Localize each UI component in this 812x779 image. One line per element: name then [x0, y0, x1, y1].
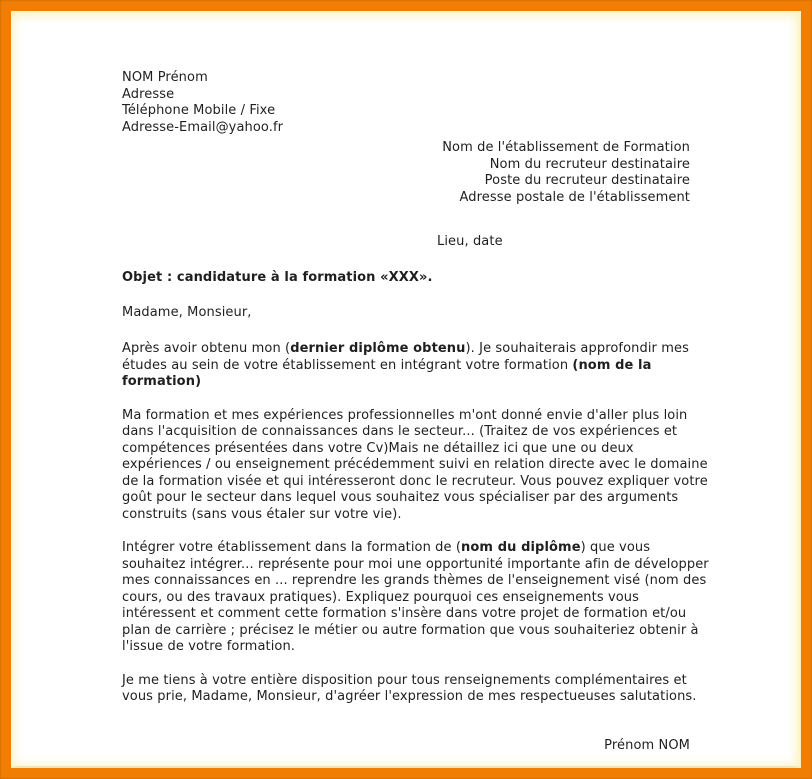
recipient-position: Poste du recruteur destinataire [484, 173, 690, 188]
sender-phone: Téléphone Mobile / Fixe [122, 103, 276, 118]
place-date-line: Lieu, date [437, 234, 503, 249]
sender-address: Adresse [122, 86, 175, 102]
sender-address-block [122, 70, 283, 136]
salutation: Madame, Monsieur, [122, 305, 252, 320]
letter-body [122, 341, 712, 723]
body-paragraph: Ma formation et mes expériences professionnelles m'ont donné envie d'aller plus loin dans l'acquisition de connaissances dans le secteur... (Traitez de vos expériences et compétences présentées dans votre Cv)Mais ne détaillez ici que une ou deux expériences / ou enseignement précédemment suivi en relation directe avec le domaine de la formation visée et qui intéresseront donc le recruteur. Vous pouvez expliquer votre goût pour le secteur dans lequel vous souhaitez vous spécialiser par des arguments construits (sans vous étaler sur votre vie). [122, 407, 708, 522]
sender-name: NOM Prénom [122, 70, 208, 85]
subject-line: Objet : candidature à la formation «XXX». [122, 270, 433, 285]
recipient-establishment: Nom de l'établissement de Formation [442, 140, 690, 155]
recipient-name: Nom du recruteur destinataire [489, 156, 690, 172]
sender-email: Adresse-Email@yahoo.fr [122, 119, 284, 135]
signature: Prénom NOM [604, 738, 690, 753]
recipient-postal-address: Adresse postale de l'établissement [459, 189, 690, 205]
recipient-address-block [442, 140, 690, 206]
letter-page [11, 11, 801, 768]
body-paragraph: Après avoir obtenu mon (dernier diplôme obtenu). Je souhaiterais approfondir mes études au sein de votre établissement en intégrant votre formation (nom de la formation) [122, 341, 689, 389]
body-paragraph: Je me tiens à votre entière disposition pour tous renseignements complémentaires et vous prie, Madame, Monsieur, d'agréer l'expression de mes respectueuses salutations. [122, 672, 697, 704]
body-paragraph: Intégrer votre établissement dans la formation de (nom du diplôme) que vous souhaitez intégrer... représente pour moi une opportunité importante afin de développer mes connaissances en ... reprendre les grands thèmes de l'enseignement visé (nom des cours, ou des travaux pratiques). Expliquez pourquoi ces enseignements vous intéressent et comment cette formation s'insère dans votre projet de formation et/ou plan de carrière ; précisez le métier ou autre formation que vous souhaiteriez obtenir à l'issue de votre formation. [122, 540, 709, 654]
